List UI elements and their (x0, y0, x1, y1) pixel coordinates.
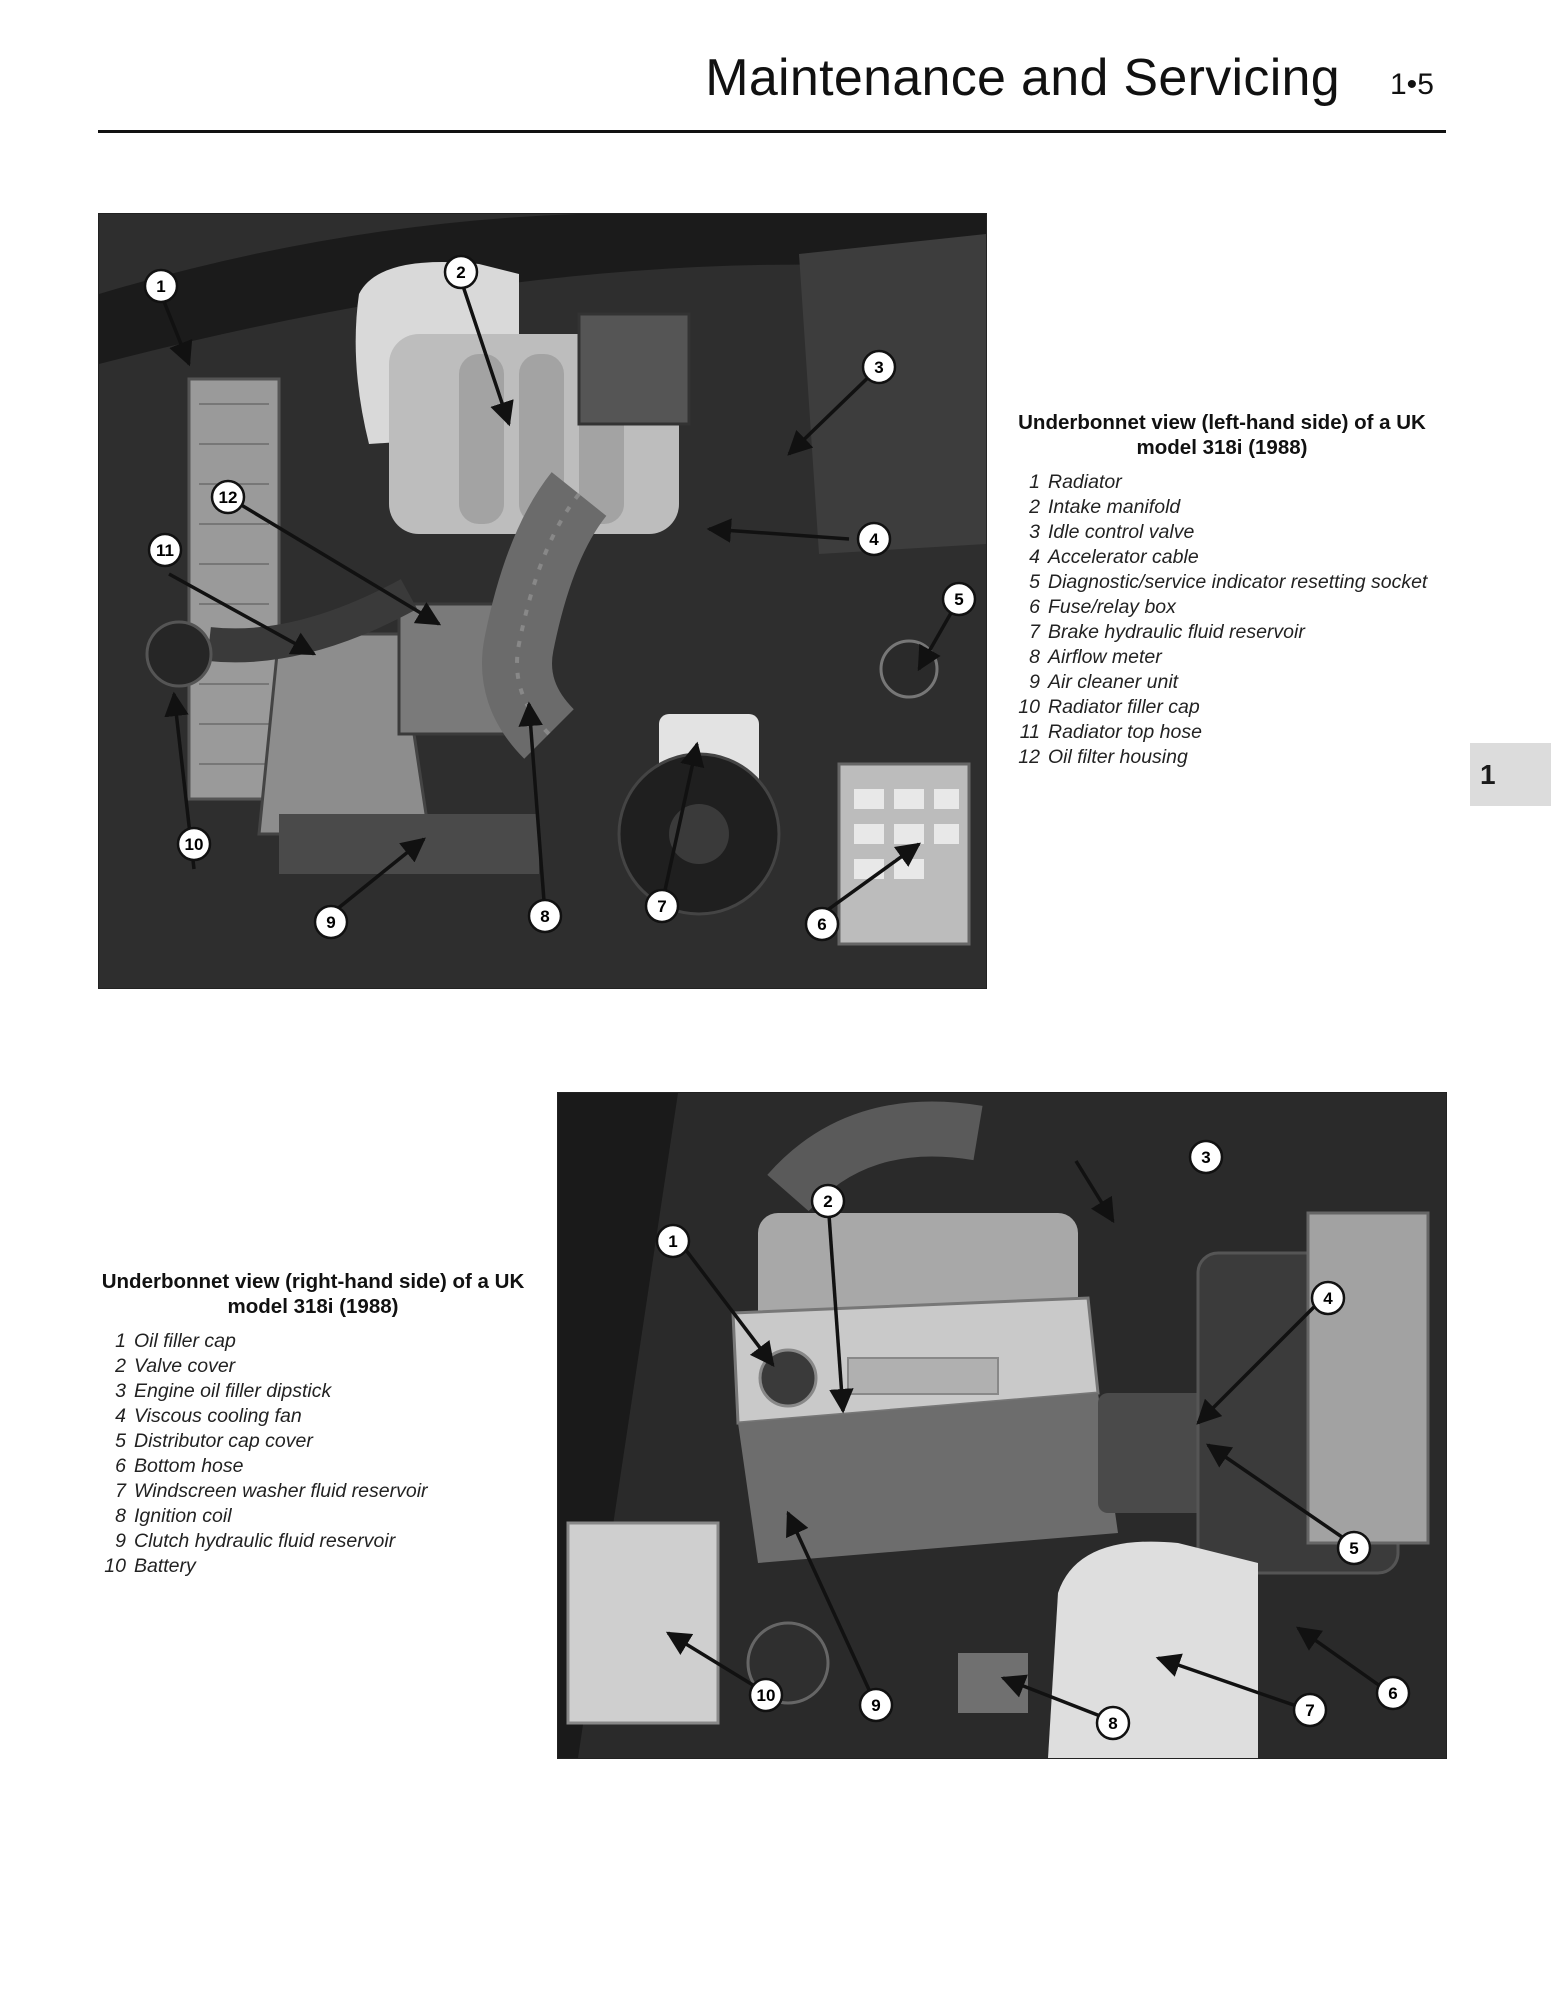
caption-title: Underbonnet view (left-hand side) of a UK model 318i (1988) (1018, 411, 1426, 459)
item-label: Airflow meter (1048, 646, 1162, 668)
item-number: 8 (1029, 646, 1040, 668)
item-label: Radiator top hose (1048, 721, 1202, 743)
callout-marker (1097, 1707, 1129, 1739)
callout-1: 1 (668, 1232, 678, 1251)
item-number: 1 (1029, 471, 1040, 493)
callout-9: 9 (871, 1696, 881, 1715)
item-label: Engine oil filler dipstick (134, 1380, 332, 1402)
list-item (98, 1329, 528, 1354)
list-item (1012, 745, 1432, 770)
caption-title: Underbonnet view (right-hand side) of a UK model 318i (1988) (101, 1270, 525, 1318)
caption-bottom (98, 1269, 528, 1579)
header-rule (98, 130, 1446, 133)
list-item (98, 1454, 528, 1479)
callout-7: 7 (1305, 1701, 1315, 1720)
callout-10: 10 (756, 1686, 776, 1705)
callout-9: 9 (326, 913, 336, 932)
item-label: Oil filler cap (134, 1330, 236, 1352)
item-number: 4 (1029, 546, 1040, 568)
callout-marker (315, 906, 347, 938)
item-label: Radiator (1048, 471, 1122, 493)
callout-marker (212, 481, 244, 513)
item-label: Fuse/relay box (1048, 596, 1176, 618)
list-item (98, 1504, 528, 1529)
callout-5: 5 (954, 590, 964, 609)
callout-marker (1190, 1141, 1222, 1173)
callout-marker (149, 534, 181, 566)
callout-4: 4 (869, 530, 879, 549)
item-label: Bottom hose (134, 1455, 244, 1477)
engine-photo-right-hand-side (557, 1092, 1447, 1759)
callout-12: 12 (218, 488, 238, 507)
item-number: 8 (115, 1505, 126, 1527)
item-label: Clutch hydraulic fluid reservoir (134, 1530, 396, 1552)
callout-marker (860, 1689, 892, 1721)
caption-top (1012, 410, 1432, 770)
item-number: 9 (1029, 671, 1040, 693)
item-label: Distributor cap cover (134, 1430, 313, 1452)
item-number: 4 (115, 1405, 126, 1427)
callout-marker (529, 900, 561, 932)
callout-marker (812, 1185, 844, 1217)
item-label: Idle control valve (1048, 521, 1195, 543)
callout-marker (863, 351, 895, 383)
list-item (1012, 495, 1432, 520)
item-number: 1 (115, 1330, 126, 1352)
item-number: 2 (115, 1355, 126, 1377)
callout-marker (445, 256, 477, 288)
engine-photo-left-hand-side (98, 213, 987, 989)
callout-marker (943, 583, 975, 615)
list-item (1012, 470, 1432, 495)
list-item (1012, 570, 1432, 595)
page-number: 1•5 (1390, 68, 1434, 101)
callout-10: 10 (184, 835, 204, 854)
item-number: 3 (115, 1380, 126, 1402)
caption-list-bottom (98, 1329, 528, 1579)
list-item (98, 1479, 528, 1504)
item-label: Radiator filler cap (1048, 696, 1200, 718)
list-item (98, 1404, 528, 1429)
callout-marker (145, 270, 177, 302)
callout-6: 6 (817, 915, 827, 934)
item-label: Oil filter housing (1048, 746, 1188, 768)
list-item (98, 1429, 528, 1454)
item-label: Ignition coil (134, 1505, 232, 1527)
list-item (1012, 670, 1432, 695)
item-number: 6 (1029, 596, 1040, 618)
item-number: 12 (1018, 746, 1040, 768)
item-label: Brake hydraulic fluid reservoir (1048, 621, 1305, 643)
item-label: Intake manifold (1048, 496, 1181, 518)
engine-photo-left-illustration (99, 214, 986, 988)
list-item (98, 1529, 528, 1554)
callout-3: 3 (1201, 1148, 1211, 1167)
callout-8: 8 (540, 907, 550, 926)
page-title: Maintenance and Servicing (705, 49, 1340, 107)
callout-marker (1294, 1694, 1326, 1726)
item-label: Air cleaner unit (1048, 671, 1179, 693)
callout-6: 6 (1388, 1684, 1398, 1703)
item-number: 6 (115, 1455, 126, 1477)
item-number: 5 (115, 1430, 126, 1452)
callout-marker (806, 908, 838, 940)
list-item (1012, 595, 1432, 620)
list-item (1012, 695, 1432, 720)
callout-4: 4 (1323, 1289, 1333, 1308)
item-number: 2 (1029, 496, 1040, 518)
callout-3: 3 (874, 358, 884, 377)
callout-marker (858, 523, 890, 555)
list-item (1012, 620, 1432, 645)
callout-7: 7 (657, 897, 667, 916)
list-item (98, 1554, 528, 1579)
item-number: 5 (1029, 571, 1040, 593)
callout-marker (1377, 1677, 1409, 1709)
callout-2: 2 (823, 1192, 833, 1211)
callout-marker (1312, 1282, 1344, 1314)
callout-marker (657, 1225, 689, 1257)
item-label: Battery (134, 1555, 196, 1577)
item-number: 10 (104, 1555, 126, 1577)
callout-1: 1 (156, 277, 166, 296)
chapter-tab: 1 (1470, 743, 1551, 806)
callout-11: 11 (156, 541, 174, 560)
item-number: 7 (1029, 621, 1040, 643)
item-label: Accelerator cable (1048, 546, 1199, 568)
callout-marker (1338, 1532, 1370, 1564)
callout-marker (750, 1679, 782, 1711)
callout-marker (646, 890, 678, 922)
list-item (1012, 720, 1432, 745)
callout-5: 5 (1349, 1539, 1359, 1558)
item-label: Windscreen washer fluid reservoir (134, 1480, 428, 1502)
callout-8: 8 (1108, 1714, 1118, 1733)
item-number: 10 (1018, 696, 1040, 718)
list-item (98, 1354, 528, 1379)
item-number: 7 (115, 1480, 126, 1502)
engine-photo-right-illustration (558, 1093, 1446, 1758)
list-item (1012, 545, 1432, 570)
caption-list-top (1012, 470, 1432, 770)
item-label: Viscous cooling fan (134, 1405, 302, 1427)
item-label: Valve cover (134, 1355, 236, 1377)
item-number: 3 (1029, 521, 1040, 543)
callout-marker (178, 828, 210, 860)
list-item (98, 1379, 528, 1404)
item-number: 9 (115, 1530, 126, 1552)
item-label: Diagnostic/service indicator resetting socket (1048, 571, 1428, 593)
list-item (1012, 520, 1432, 545)
list-item (1012, 645, 1432, 670)
callout-2: 2 (456, 263, 466, 282)
item-number: 11 (1019, 721, 1040, 743)
